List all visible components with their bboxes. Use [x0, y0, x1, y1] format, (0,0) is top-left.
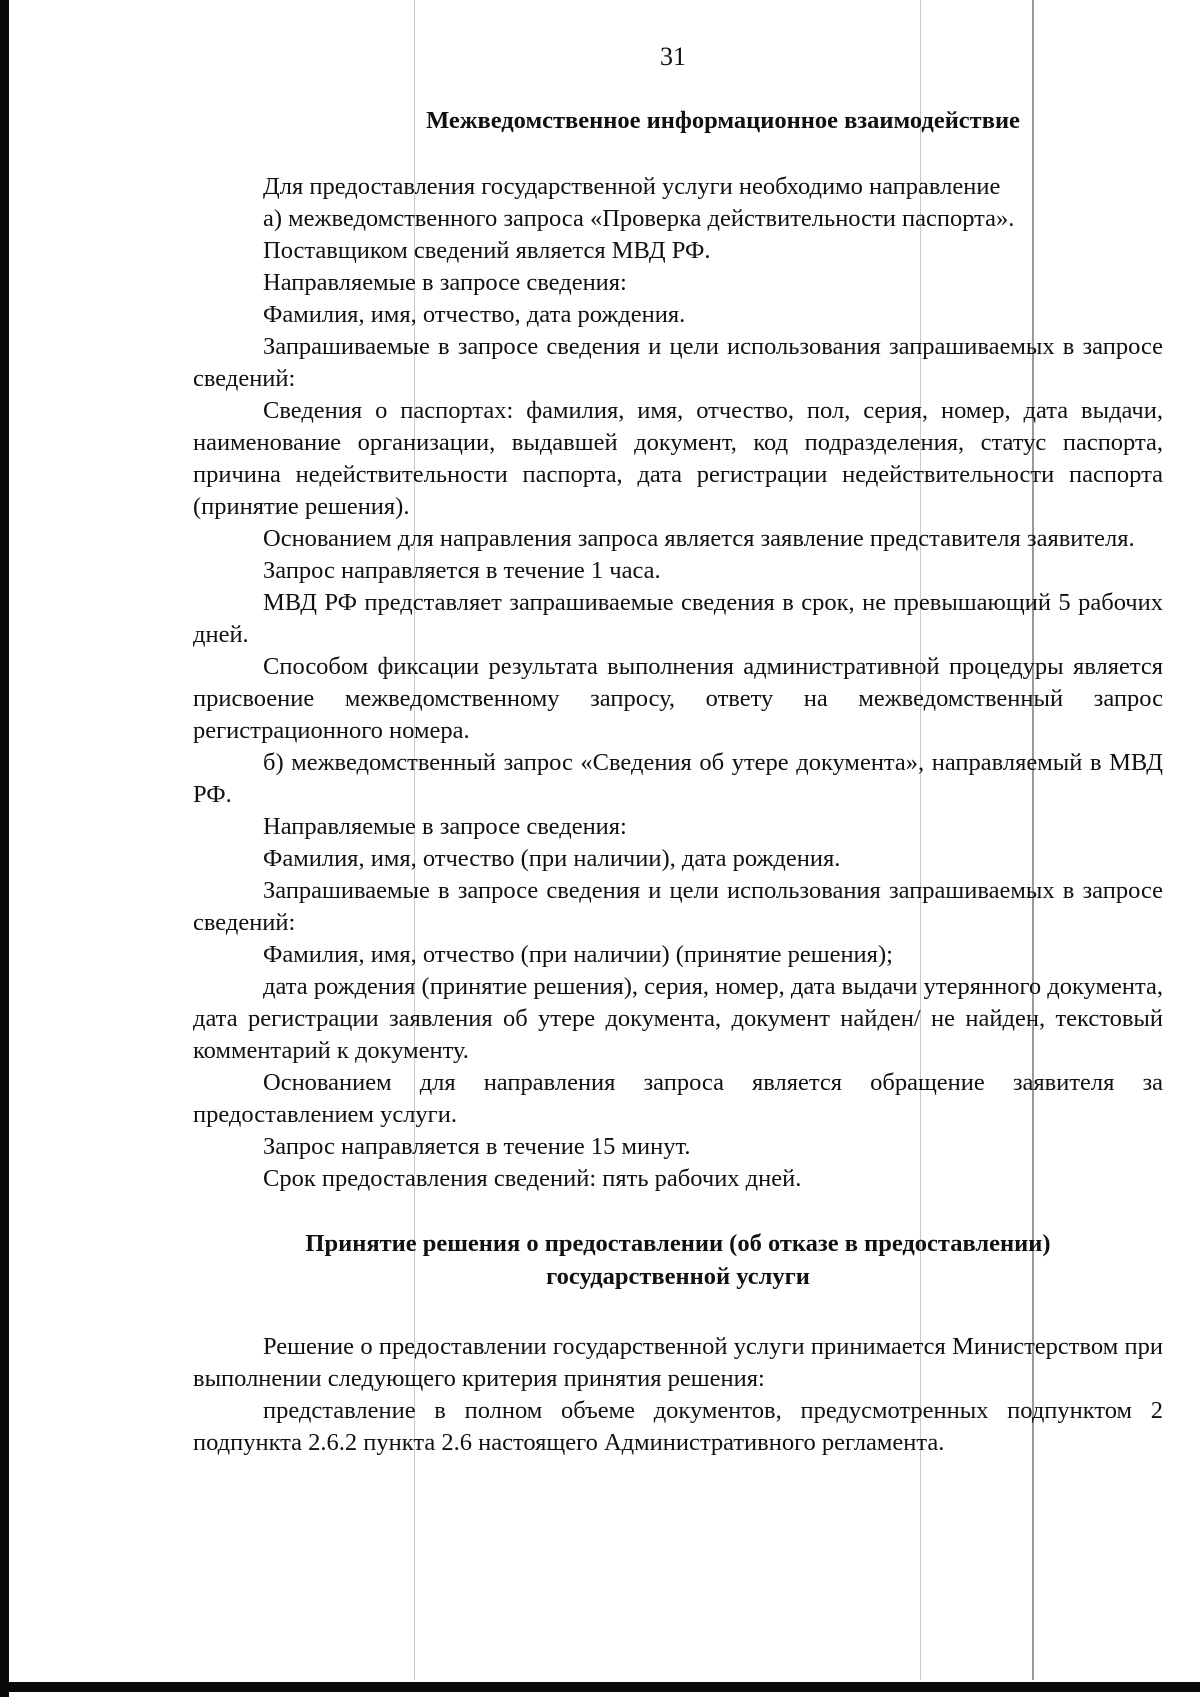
paragraph: Фамилия, имя, отчество (при наличии) (принятие решения); [263, 941, 893, 968]
paragraph: Для предоставления государственной услуги необходимо направление [263, 173, 1001, 200]
section-heading-interagency: Межведомственное информационное взаимодействие [426, 107, 1020, 134]
paragraph: представление в полном объеме документов, предусмотренных подпунктом 2 подпункта 2.6.2 пункта 2.6 настоящего Административного регламента. [193, 1397, 1163, 1456]
paragraph: Запрашиваемые в запросе сведения и цели использования запрашиваемых в запросе сведений: [193, 333, 1163, 392]
paragraph: Запрос направляется в течение 15 минут. [263, 1133, 691, 1160]
scan-border-bottom [0, 1682, 1200, 1692]
paragraph: а) межведомственного запроса «Проверка действительности паспорта». [263, 205, 1015, 232]
section-decision-paragraphs [193, 1331, 1163, 1459]
paragraph: Сведения о паспортах: фамилия, имя, отчество, пол, серия, номер, дата выдачи, наименование организации, выдавшей документ, код подразделения, статус паспорта, причина недействительности паспорта, дата регистрации недействительности паспорта (принятие решения). [193, 397, 1163, 520]
section-heading-decision [193, 1227, 1163, 1293]
document-body [193, 105, 1163, 1459]
paragraph: Фамилия, имя, отчество, дата рождения. [263, 301, 686, 328]
paragraph: Запрашиваемые в запросе сведения и цели использования запрашиваемых в запросе сведений: [193, 877, 1163, 936]
section-heading-decision-line2: государственной услуги [546, 1263, 810, 1290]
paragraph: МВД РФ представляет запрашиваемые сведения в срок, не превышающий 5 рабочих дней. [193, 589, 1163, 648]
section-heading-decision-line1: Принятие решения о предоставлении (об отказе в предоставлении) [305, 1230, 1051, 1257]
paragraph: Основанием для направления запроса является обращение заявителя за предоставлением услуги. [193, 1069, 1163, 1128]
paragraph: дата рождения (принятие решения), серия, номер, дата выдачи утерянного документа, дата регистрации заявления об утере документа, документ найден/ не найден, текстовый комментарий к документу. [193, 973, 1163, 1064]
paragraph: б) межведомственный запрос «Сведения об утере документа», направляемый в МВД РФ. [193, 749, 1163, 808]
paragraph: Направляемые в запросе сведения: [263, 269, 627, 296]
paragraph: Способом фиксации результата выполнения административной процедуры является присвоение межведомственному запросу, ответу на межведомственный запрос регистрационного номера. [193, 653, 1163, 744]
section-interagency-paragraphs [193, 171, 1163, 1195]
paragraph: Направляемые в запросе сведения: [263, 813, 627, 840]
paragraph: Срок предоставления сведений: пять рабочих дней. [263, 1165, 802, 1192]
scan-border-left [0, 0, 9, 1697]
paragraph: Основанием для направления запроса является заявление представителя заявителя. [263, 525, 1135, 552]
page-number: 31 [660, 42, 686, 71]
paragraph: Поставщиком сведений является МВД РФ. [263, 237, 711, 264]
paragraph: Фамилия, имя, отчество (при наличии), дата рождения. [263, 845, 841, 872]
paragraph: Запрос направляется в течение 1 часа. [263, 557, 661, 584]
paragraph: Решение о предоставлении государственной услуги принимается Министерством при выполнении следующего критерия принятия решения: [193, 1333, 1163, 1392]
